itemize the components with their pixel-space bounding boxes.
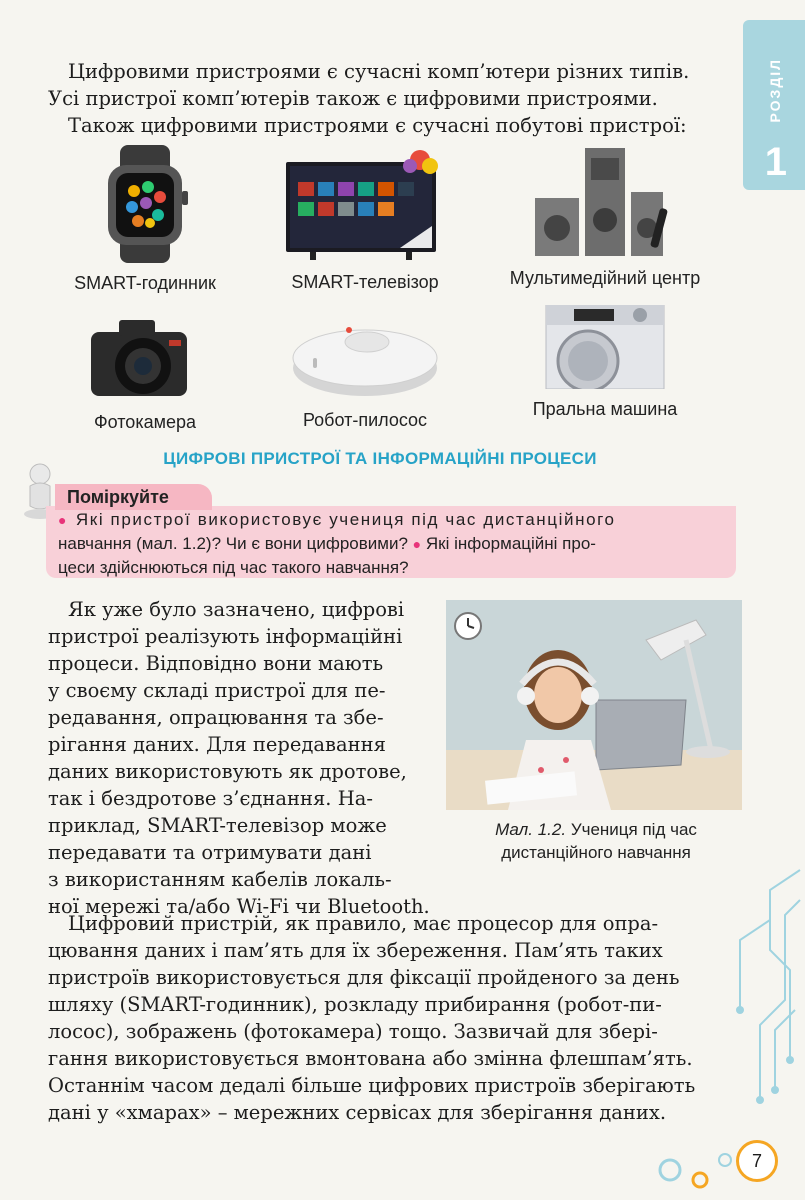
body-paragraph-2 xyxy=(48,910,738,1126)
bullet-icon: ● xyxy=(412,536,422,552)
figure-caption-line2: дистанційного навчання xyxy=(501,843,691,862)
intro-line: Усі пристрої комп’ютерів також є цифровими пристроями. xyxy=(48,87,658,110)
think-line: навчання (мал. 1.2)? Чи є вони цифровими? xyxy=(58,534,408,553)
intro-line: Також цифровими пристроями є сучасні побутові пристрої: xyxy=(68,114,687,137)
intro-line: Цифровими пристроями є сучасні комп’ютери різних типів. xyxy=(68,60,690,83)
body2-line: дані у «хмарах» – мережних сервісах для зберігання даних. xyxy=(48,1101,667,1124)
smartwatch-icon xyxy=(90,145,200,263)
think-questions xyxy=(58,508,726,579)
device-smart-tv xyxy=(275,150,455,293)
body1-line: передавати та отримувати дані xyxy=(48,841,372,864)
washing-machine-icon xyxy=(544,305,666,389)
body1-line: процеси. Відповідно вони мають xyxy=(48,652,384,675)
body1-line: редавання, опрацювання та збе- xyxy=(48,706,384,729)
body1-line: приклад, SMART-телевізор може xyxy=(48,814,387,837)
body1-line: з використанням кабелів локаль- xyxy=(48,868,392,891)
body2-line: пристроїв використовується для фіксації пройденого за день xyxy=(48,966,680,989)
bullet-icon: ● xyxy=(58,512,67,528)
smart-tv-icon xyxy=(280,150,450,262)
think-line: цеси здійснюються під час такого навчання? xyxy=(58,558,409,577)
device-robot-vacuum xyxy=(275,318,455,431)
figure-caption xyxy=(446,818,746,864)
chapter-tab-label: РОЗДІЛ xyxy=(767,58,783,123)
intro-paragraph xyxy=(48,58,738,139)
body2-line: шляху (SMART-годинник), розкладу прибирання (робот-пи- xyxy=(48,993,662,1016)
robot-vacuum-icon xyxy=(285,318,445,400)
figure-label: Мал. 1.2. xyxy=(495,820,567,839)
chapter-tab-number: 1 xyxy=(764,140,787,184)
body2-line: Останнім часом дедалі більше цифрових пристроїв зберігають xyxy=(48,1074,696,1097)
chapter-tab xyxy=(743,20,805,190)
device-caption: Мультимедійний центр xyxy=(509,268,701,288)
page-number: 7 xyxy=(736,1140,778,1182)
figure-caption-text: Учениця під час xyxy=(570,820,697,839)
device-camera xyxy=(55,312,235,433)
device-caption: Робот-пилосос xyxy=(302,410,428,430)
multimedia-center-icon xyxy=(535,148,675,258)
body2-line: цювання даних і пам’ять для їх збереження. Пам’ять таких xyxy=(48,939,663,962)
body1-line: Як уже було зазначено, цифрові xyxy=(68,598,405,621)
body-paragraph-1 xyxy=(48,596,430,920)
figure-photo xyxy=(446,600,742,810)
body2-line: гання використовується вмонтована або змінна флешпам’ять. xyxy=(48,1047,693,1070)
device-smartwatch xyxy=(55,145,235,294)
body1-line: даних використовують як дротове, xyxy=(48,760,407,783)
body2-line: Цифровий пристрій, як правило, має процесор для опра- xyxy=(68,912,659,935)
think-line: Які інформаційні про- xyxy=(425,534,596,553)
think-line: Які пристрої використовує учениця під час дистанційного xyxy=(75,510,616,529)
circuit-ornament-icon xyxy=(700,860,805,1140)
body1-line: ної мережі та/або Wi-Fi чи Bluetooth. xyxy=(48,895,430,918)
think-heading: Поміркуйте xyxy=(55,484,212,510)
device-caption: Пральна машина xyxy=(532,399,678,419)
device-caption: SMART-годинник xyxy=(74,273,216,293)
body1-line: рігання даних. Для передавання xyxy=(48,733,386,756)
gear-ornament-icon xyxy=(640,1140,740,1200)
device-caption: SMART-телевізор xyxy=(291,272,439,292)
device-multimedia-center xyxy=(495,148,715,289)
body1-line: так і бездротове з’єднання. На- xyxy=(48,787,373,810)
device-washing-machine xyxy=(495,305,715,420)
body2-line: лосос), зображень (фотокамера) тощо. Зазвичай для збері- xyxy=(48,1020,658,1043)
section-heading: ЦИФРОВІ ПРИСТРОЇ ТА ІНФОРМАЦІЙНІ ПРОЦЕСИ xyxy=(163,449,597,468)
body1-line: пристрої реалізують інформаційні xyxy=(48,625,403,648)
camera-icon xyxy=(85,312,205,402)
body1-line: у своєму складі пристрої для пе- xyxy=(48,679,386,702)
device-caption: Фотокамера xyxy=(93,412,197,432)
